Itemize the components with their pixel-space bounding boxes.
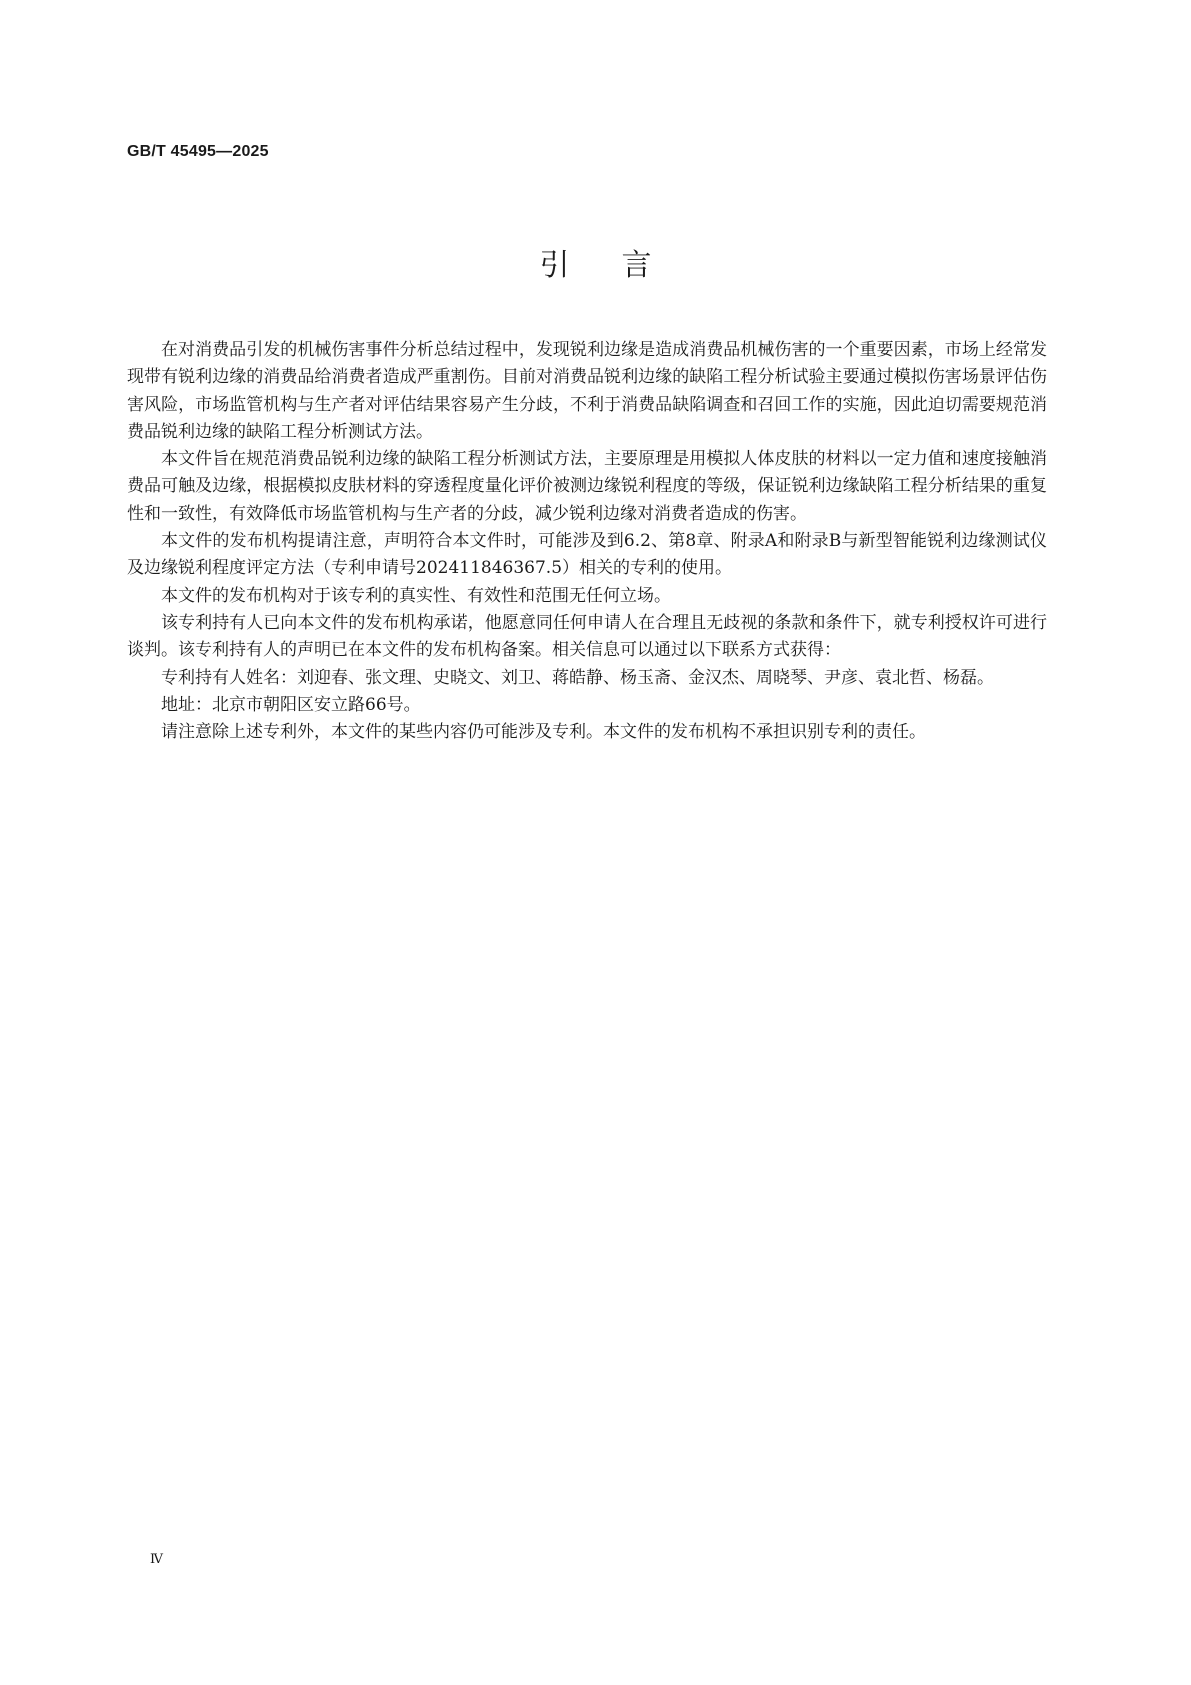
- paragraph-patent-holders: 专利持有人姓名：刘迎春、张文理、史晓文、刘卫、蒋皓静、杨玉斋、金汉杰、周晓琴、尹彦、袁北哲、杨磊。: [161, 667, 994, 688]
- section-title: 引言: [539, 248, 704, 283]
- paragraph-address: 地址：北京市朝阳区安立路66号。: [161, 694, 421, 715]
- page-number: Ⅳ: [150, 1552, 163, 1567]
- introduction-body: [127, 337, 1047, 746]
- paragraph-patent-position: 本文件的发布机构对于该专利的真实性、有效性和范围无任何立场。: [161, 585, 671, 606]
- paragraph-background: 在对消费品引发的机械伤害事件分析总结过程中，发现锐利边缘是造成消费品机械伤害的一个重要因素，市场上经常发现带有锐利边缘的消费品给消费者造成严重割伤。目前对消费品锐利边缘的缺陷工程分析试验主要通过模拟伤害场景评估伤害风险，市场监管机构与生产者对评估结果容易产生分歧，不利于消费品缺陷调查和召回工作的实施，因此迫切需要规范消费品锐利边缘的缺陷工程分析测试方法。: [127, 340, 1047, 442]
- paragraph-patent-licensing: 该专利持有人已向本文件的发布机构承诺，他愿意同任何申请人在合理且无歧视的条款和条件下，就专利授权许可进行谈判。该专利持有人的声明已在本文件的发布机构备案。相关信息可以通过以下联系方式获得：: [127, 612, 1047, 661]
- paragraph-purpose: 本文件旨在规范消费品锐利边缘的缺陷工程分析测试方法，主要原理是用模拟人体皮肤的材料以一定力值和速度接触消费品可触及边缘，根据模拟皮肤材料的穿透程度量化评价被测边缘锐利程度的等级，保证锐利边缘缺陷工程分析结果的重复性和一致性，有效降低市场监管机构与生产者的分歧，减少锐利边缘对消费者造成的伤害。: [127, 449, 1047, 524]
- paragraph-disclaimer: 请注意除上述专利外，本文件的某些内容仍可能涉及专利。本文件的发布机构不承担识别专利的责任。: [161, 722, 926, 743]
- paragraph-patent-notice: 本文件的发布机构提请注意，声明符合本文件时，可能涉及到6.2、第8章、附录A和附录B与新型智能锐利边缘测试仪及边缘锐利程度评定方法（专利申请号202411846367.5）相关的专利的使用。: [127, 531, 1047, 579]
- standard-number: GB/T 45495—2025: [127, 143, 269, 160]
